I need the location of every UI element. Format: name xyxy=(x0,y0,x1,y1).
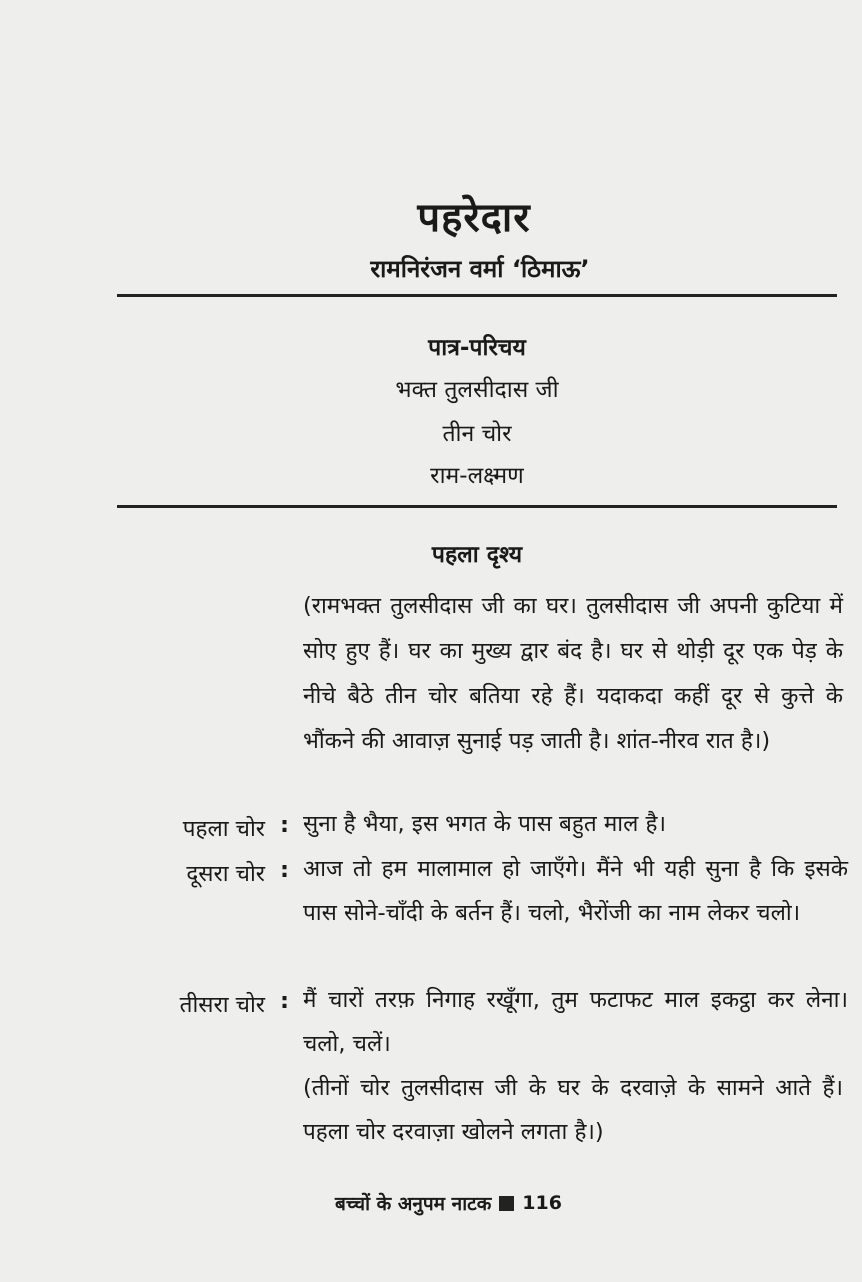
page-footer xyxy=(335,1190,562,1216)
stage-direction: (रामभक्त तुलसीदास जी का घर। तुलसीदास जी अपनी कुटिया में सोए हुए हैं। घर का मुख्य द्वार बंद है। घर से थोड़ी दूर एक पेड़ के नीचे बैठे तीन चोर बतिया रहे हैं। यदाकदा कहीं दूर से कुत्ते के भौंकने की आवाज़ सुनाई पड़ जाती है। शांत-नीरव रात है।) xyxy=(303,593,843,754)
page-number: 116 xyxy=(522,1192,562,1214)
cast-item: तीन चोर xyxy=(442,421,512,447)
speaker-name: पहला चोर xyxy=(182,816,265,842)
speech-text: आज तो हम मालामाल हो जाएँगे। मैंने भी यही सुना है कि इसके पास सोने-चाँदी के बर्तन हैं। चलो, भैरोंजी का नाम लेकर चलो। xyxy=(303,856,848,926)
play-author: रामनिरंजन वर्मा ‘ठिमाऊ’ xyxy=(370,255,590,283)
speech-text: सुना है भैया, इस भगत के पास बहुत माल है। xyxy=(303,811,666,837)
play-title: पहरेदार xyxy=(417,195,531,241)
cast-item: राम-लक्ष्मण xyxy=(430,463,524,489)
divider-top xyxy=(117,294,837,297)
stage-direction: (तीनों चोर तुलसीदास जी के घर के दरवाज़े के सामने आते हैं। पहला चोर दरवाज़ा खोलने लगता है।) xyxy=(303,1075,843,1145)
scene-heading: पहला दृश्य xyxy=(431,542,523,568)
speaker-colon: : xyxy=(280,988,289,1014)
speaker-name: दूसरा चोर xyxy=(186,861,265,887)
speaker-colon: : xyxy=(280,812,289,838)
footer-book-title: बच्चों के अनुपम नाटक xyxy=(335,1193,492,1215)
divider-bottom xyxy=(117,505,837,508)
speaker-colon: : xyxy=(280,857,289,883)
speech-text: मैं चारों तरफ़ निगाह रखूँगा, तुम फटाफट माल इकट्ठा कर लेना। चलो, चलें। xyxy=(303,987,848,1057)
speaker-name: तीसरा चोर xyxy=(179,992,265,1018)
square-icon xyxy=(499,1196,514,1211)
cast-item: भक्त तुलसीदास जी xyxy=(395,377,559,403)
cast-heading: पात्र-परिचय xyxy=(428,335,526,361)
